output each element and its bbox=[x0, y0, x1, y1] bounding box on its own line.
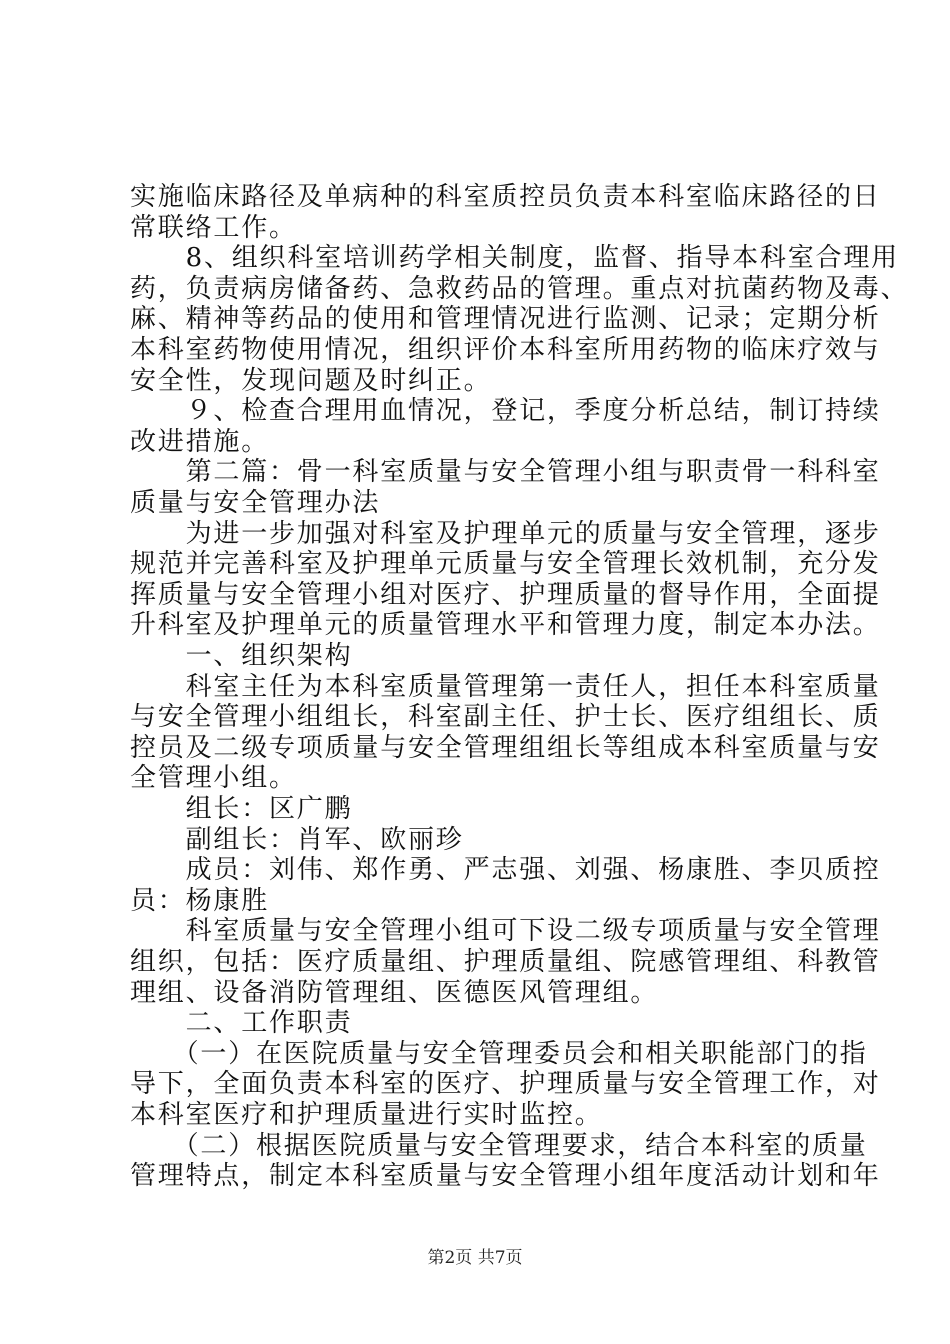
text-line: 组长：区广鹏 bbox=[130, 794, 353, 824]
text-line: （一）在医院质量与安全管理委员会和相关职能部门的指 bbox=[130, 1038, 868, 1069]
text-line: 升科室及护理单元的质量管理水平和管理力度，制定本办法。 bbox=[130, 610, 881, 641]
text-line: 导下，全面负责本科室的医疗、护理质量与安全管理工作，对 bbox=[130, 1069, 881, 1100]
text-line: 理组、设备消防管理组、医德医风管理组。 bbox=[130, 977, 659, 1008]
text-line: 二、工作职责 bbox=[130, 1008, 353, 1039]
text-line: 药，负责病房储备药、急救药品的管理。重点对抗菌药物及毒、 bbox=[130, 273, 909, 304]
text-line: 全管理小组。 bbox=[130, 763, 297, 794]
text-line: 规范并完善科室及护理单元质量与安全管理长效机制，充分发 bbox=[130, 549, 881, 580]
text-line: 质量与安全管理办法 bbox=[130, 488, 381, 518]
text-line: 安全性，发现问题及时纠正。 bbox=[130, 365, 492, 396]
page-footer: 第2页 共7页 bbox=[427, 1248, 523, 1268]
text-line: 员：杨康胜 bbox=[130, 885, 270, 916]
text-line: 挥质量与安全管理小组对医疗、护理质量的督导作用，全面提 bbox=[130, 579, 881, 610]
text-line: 组织，包括：医疗质量组、护理质量组、院感管理组、科教管 bbox=[130, 947, 881, 977]
text-line: 一、组织架构 bbox=[130, 641, 353, 671]
text-line: 改进措施。 bbox=[130, 426, 270, 457]
text-line: 实施临床路径及单病种的科室质控员负责本科室临床路径的日 bbox=[130, 182, 881, 212]
text-line: 本科室药物使用情况，组织评价本科室所用药物的临床疗效与 bbox=[130, 335, 881, 365]
text-line: 常联络工作。 bbox=[130, 212, 297, 243]
text-line: 本科室医疗和护理质量进行实时监控。 bbox=[130, 1100, 603, 1130]
text-line: 副组长：肖军、欧丽珍 bbox=[130, 824, 464, 855]
text-line: 与安全管理小组组长，科室副主任、护士长、医疗组组长、质 bbox=[130, 702, 881, 733]
text-line: 8、组织科室培训药学相关制度，监督、指导本科室合理用 bbox=[130, 243, 899, 274]
text-line: 控员及二级专项质量与安全管理组组长等组成本科室质量与安 bbox=[130, 732, 881, 763]
text-line: 为进一步加强对科室及护理单元的质量与安全管理，逐步 bbox=[130, 518, 881, 549]
text-line: 科室主任为本科室质量管理第一责任人，担任本科室质量 bbox=[130, 671, 881, 702]
text-line: 管理特点，制定本科室质量与安全管理小组年度活动计划和年 bbox=[130, 1161, 881, 1192]
text-line: 科室质量与安全管理小组可下设二级专项质量与安全管理 bbox=[130, 916, 881, 947]
text-line: ９、检查合理用血情况，登记，季度分析总结，制订持续 bbox=[130, 396, 881, 427]
text-line: 麻、精神等药品的使用和管理情况进行监测、记录；定期分析 bbox=[130, 304, 881, 335]
text-line: （二）根据医院质量与安全管理要求，结合本科室的质量 bbox=[130, 1130, 868, 1161]
text-line: 成员：刘伟、郑作勇、严志强、刘强、杨康胜、李贝质控 bbox=[130, 855, 881, 886]
text-line: 第二篇：骨一科室质量与安全管理小组与职责骨一科科室 bbox=[130, 457, 881, 488]
